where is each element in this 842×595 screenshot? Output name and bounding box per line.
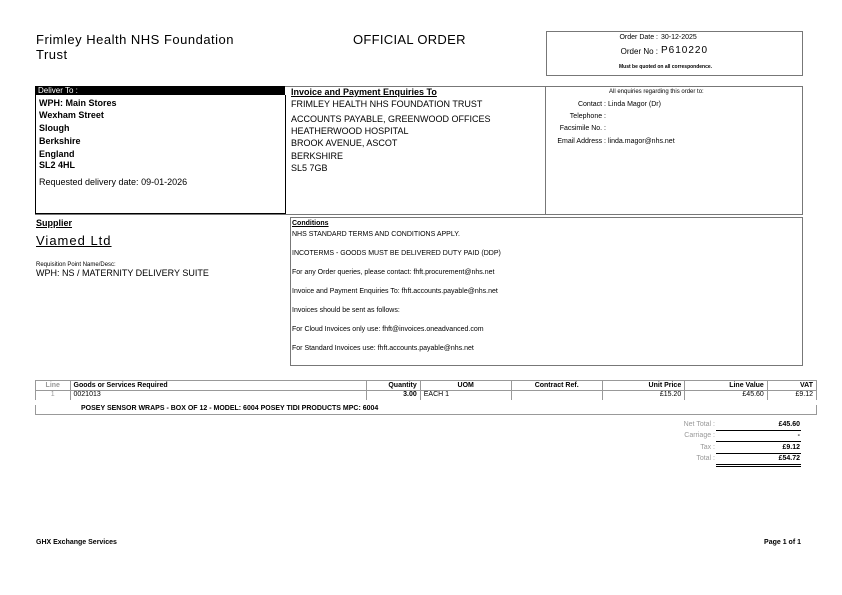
page-number: Page 1 of 1 xyxy=(764,539,801,546)
order-number: P610220 xyxy=(661,45,709,56)
carriage-value: - xyxy=(797,432,800,439)
supplier-name: Viamed Ltd xyxy=(36,233,112,248)
deliver-line-3: Slough xyxy=(39,123,70,133)
tax-label: Tax : xyxy=(700,444,715,451)
description-row xyxy=(35,405,817,415)
table-header-row xyxy=(36,381,817,391)
total-label: Total : xyxy=(696,455,715,462)
conditions-box xyxy=(290,217,803,366)
col-line: Line xyxy=(36,381,71,391)
row-contract-ref xyxy=(511,391,602,401)
order-info-box xyxy=(546,31,803,76)
order-lines-table xyxy=(35,380,817,400)
col-goods: Goods or Services Required xyxy=(70,381,367,391)
invoice-line-2: ACCOUNTS PAYABLE, GREENWOOD OFFICES xyxy=(291,114,491,124)
deliver-line-1: WPH: Main Stores xyxy=(39,98,117,108)
condition-line-3: For any Order queries, please contact: fhft.procurement@nhs.net xyxy=(292,269,495,276)
invoice-line-6: SL5 7GB xyxy=(291,163,328,173)
email-value: linda.magor@nhs.net xyxy=(608,138,675,145)
deliver-to-header-bar xyxy=(35,86,285,95)
quote-note: Must be quoted on all correspondence. xyxy=(619,64,713,70)
deliver-to-box xyxy=(35,95,286,214)
carriage-underline xyxy=(716,441,801,442)
invoice-line-5: BERKSHIRE xyxy=(291,151,344,161)
row-vat: £9.12 xyxy=(767,391,816,401)
org-name-line1: Frimley Health NHS Foundation xyxy=(36,32,235,47)
requested-delivery-date: Requested delivery date: 09-01-2026 xyxy=(39,177,188,187)
condition-line-4: Invoice and Payment Enquiries To: fhft.accounts.payable@nhs.net xyxy=(292,288,498,295)
deliver-line-6: SL2 4HL xyxy=(39,160,76,170)
order-date: 30-12-2025 xyxy=(661,34,697,41)
order-no-label: Order No : xyxy=(620,47,658,56)
contact-value: Linda Magor (Dr) xyxy=(608,101,661,108)
total-underline-1 xyxy=(716,464,801,465)
document-title: OFFICIAL ORDER xyxy=(353,32,466,47)
col-unit-price: Unit Price xyxy=(602,381,685,391)
total-value: £54.72 xyxy=(778,455,800,462)
row-item-description: POSEY SENSOR WRAPS - BOX OF 12 - MODEL: 6004 POSEY TIDI PRODUCTS MPC: 6004 xyxy=(81,405,379,412)
footer-service: GHX Exchange Services xyxy=(36,539,117,546)
table-row xyxy=(36,391,817,401)
condition-line-7: For Standard Invoices use: fhft.accounts.payable@nhs.net xyxy=(292,345,474,352)
condition-line-2: INCOTERMS - GOODS MUST BE DELIVERED DUTY PAID (DDP) xyxy=(292,250,501,257)
invoice-line-1: FRIMLEY HEALTH NHS FOUNDATION TRUST xyxy=(291,99,483,109)
col-uom: UOM xyxy=(420,381,511,391)
net-underline xyxy=(716,430,801,431)
col-contract-ref: Contract Ref. xyxy=(511,381,602,391)
col-quantity: Quantity xyxy=(367,381,420,391)
contact-label: Contact : xyxy=(577,101,606,108)
condition-line-6: For Cloud Invoices only use: fhft@invoices.oneadvanced.com xyxy=(292,326,484,333)
row-line-number: 1 xyxy=(36,391,71,401)
row-quantity: 3.00 xyxy=(367,391,420,401)
row-uom: EACH 1 xyxy=(420,391,511,401)
row-unit-price: £15.20 xyxy=(602,391,685,401)
deliver-to-heading: Deliver To : xyxy=(38,86,78,95)
deliver-line-4: Berkshire xyxy=(39,136,81,146)
row-item-code: 0021013 xyxy=(70,391,367,401)
total-underline-2 xyxy=(716,466,801,467)
net-total-value: £45.60 xyxy=(778,421,800,428)
tax-value: £9.12 xyxy=(782,444,800,451)
invoice-line-3: HEATHERWOOD HOSPITAL xyxy=(291,126,409,136)
net-total-label: Net Total : xyxy=(683,421,715,428)
col-line-value: Line Value xyxy=(685,381,768,391)
invoice-heading: Invoice and Payment Enquiries To xyxy=(291,87,437,97)
condition-line-5: Invoices should be sent as follows: xyxy=(292,307,400,314)
requisition-point-label: Requisition Point Name/Desc: xyxy=(36,262,116,268)
condition-line-1: NHS STANDARD TERMS AND CONDITIONS APPLY. xyxy=(292,231,460,238)
deliver-line-2: Wexham Street xyxy=(39,110,104,120)
deliver-line-5: England xyxy=(39,149,75,159)
contact-note: All enquiries regarding this order to: xyxy=(609,89,704,95)
carriage-label: Carriage : xyxy=(684,432,715,439)
address-divider xyxy=(545,86,546,214)
requisition-point: WPH: NS / MATERNITY DELIVERY SUITE xyxy=(36,268,209,278)
fax-label: Facsimile No. : xyxy=(559,125,606,132)
supplier-heading: Supplier xyxy=(36,218,73,228)
conditions-heading: Conditions xyxy=(292,220,329,227)
col-vat: VAT xyxy=(767,381,816,391)
telephone-label: Telephone : xyxy=(569,113,606,120)
order-date-label: Order Date : xyxy=(619,34,658,41)
org-name-line2: Trust xyxy=(36,47,68,62)
row-line-value: £45.60 xyxy=(685,391,768,401)
email-label: Email Address : xyxy=(557,138,606,145)
tax-underline xyxy=(716,453,801,454)
invoice-line-4: BROOK AVENUE, ASCOT xyxy=(291,138,398,148)
